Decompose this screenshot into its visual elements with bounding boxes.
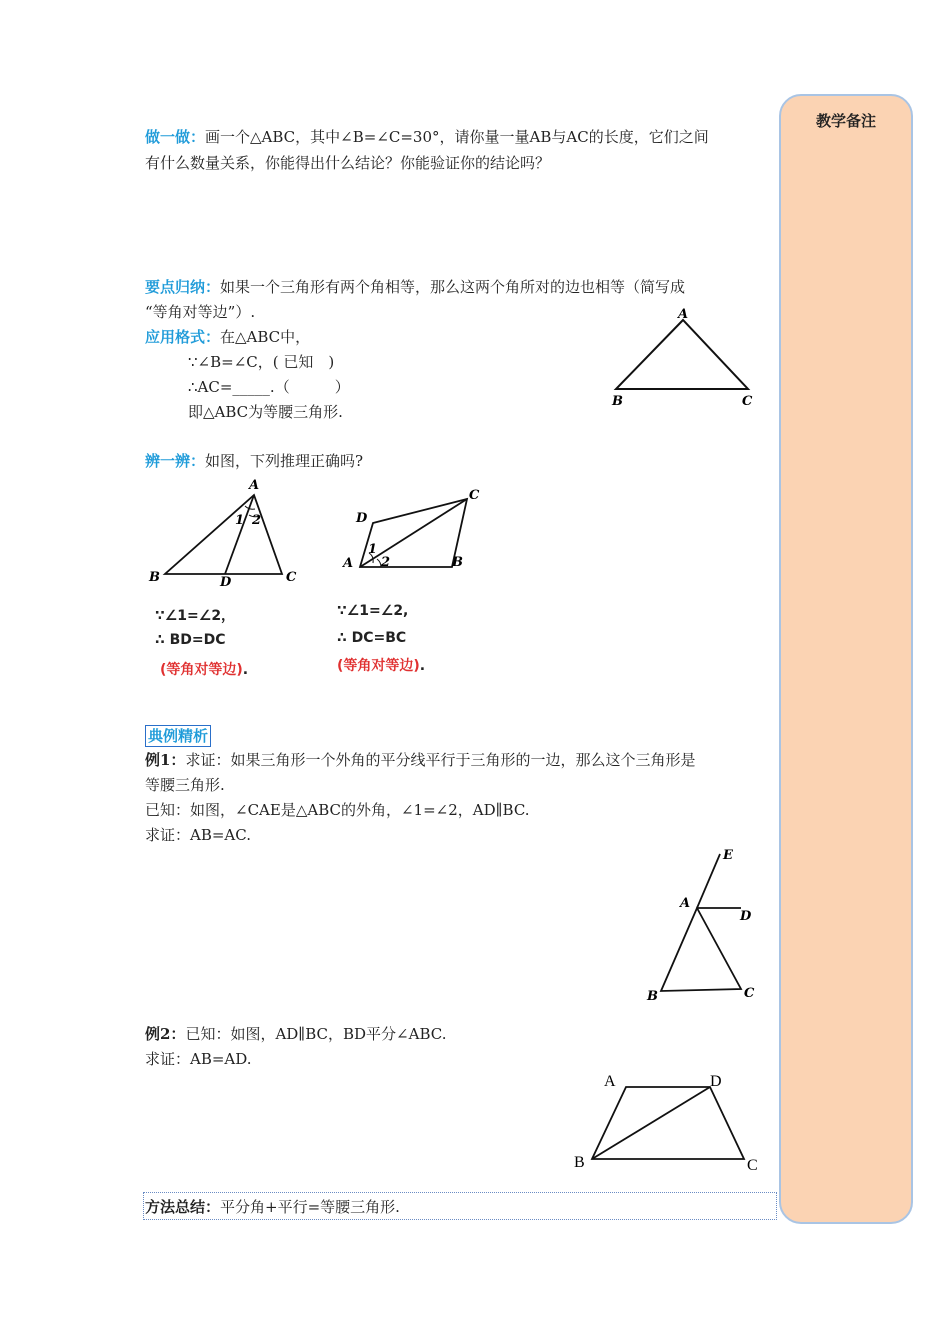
- ex2fig-label-c: C: [747, 1157, 758, 1174]
- do-it-line1: [145, 126, 709, 148]
- quad-label-1: 1: [368, 542, 378, 557]
- summary-label: 方法总结：: [145, 1198, 221, 1216]
- ex2fig-label-a: A: [604, 1073, 616, 1090]
- key-points-text1: 如果一个三角形有两个角相等，那么这两个角所对的边也相等（简写成: [220, 278, 686, 296]
- right-reason-line3: (等角对等边).: [337, 658, 426, 674]
- example2-figure: [570, 1068, 770, 1178]
- format-line1: [145, 326, 310, 348]
- quad-label-b: B: [452, 555, 463, 570]
- quad-label-c: C: [469, 488, 480, 503]
- tri1-label-c: C: [742, 394, 753, 409]
- triangle-abc-figure: [600, 306, 770, 412]
- left-reason-line1: ∵∠1=∠2，: [155, 608, 236, 624]
- ex2fig-label-d: D: [710, 1073, 722, 1090]
- discern-text: 如图，下列推理正确吗?: [205, 452, 364, 470]
- format-line4: 即△ABC为等腰三角形.: [188, 403, 343, 421]
- format-line3: ∴AC=_____.（ ）: [188, 378, 350, 396]
- summary-text: 平分角+平行=等腰三角形.: [220, 1198, 400, 1216]
- ex2fig-label-b: B: [574, 1154, 585, 1171]
- ex1fig-label-d: D: [740, 909, 752, 924]
- ex1fig-label-b: B: [647, 989, 658, 1004]
- key-points-label: 要点归纳：: [145, 278, 221, 296]
- discern-triangle-figure: [145, 475, 305, 590]
- left-reason-rule: (等角对等边): [160, 662, 243, 678]
- tri2-label-a: A: [249, 478, 260, 493]
- quad-label-a: A: [343, 556, 354, 571]
- ex1-line2: 等腰三角形.: [145, 776, 225, 794]
- tri2-label-c: C: [286, 570, 297, 585]
- do-it-line2: 有什么数量关系，你能得出什么结论？你能验证你的结论吗？: [145, 154, 551, 172]
- right-reason-rule: (等角对等边): [337, 658, 420, 674]
- tri1-label-b: B: [612, 394, 623, 409]
- right-reason-line1: ∵∠1=∠2,: [337, 603, 409, 619]
- discern-label: 辨一辨：: [145, 452, 206, 470]
- do-it-text1: 画一个△ABC，其中∠B=∠C=30°，请你量一量AB与AC的长度，它们之间: [205, 128, 709, 146]
- ex1-line1: [145, 749, 695, 771]
- summary-line: [145, 1196, 400, 1218]
- ex2-label: 例2：: [145, 1025, 186, 1043]
- ex1-line4: 求证：AB=AC.: [145, 826, 251, 844]
- right-reason-line2: ∴ DC=BC: [337, 630, 407, 646]
- quad-label-d: D: [356, 511, 368, 526]
- teaching-notes-panel: [779, 94, 913, 1224]
- ex1-line3: 已知：如图，∠CAE是△ABC的外角，∠1=∠2，AD∥BC.: [145, 801, 530, 819]
- ex1fig-label-a: A: [680, 896, 691, 911]
- left-reason-line3: (等角对等边).: [160, 662, 249, 678]
- quad-label-2: 2: [381, 555, 391, 570]
- discern-quadrilateral-figure: [340, 483, 490, 578]
- format-text1: 在△ABC中，: [220, 328, 311, 346]
- key-points-line2: “等角对等边”）.: [145, 303, 256, 321]
- key-points-line1: [145, 276, 685, 298]
- tri2-label-d: D: [220, 575, 232, 590]
- format-label: 应用格式：: [145, 328, 221, 346]
- ex2-line2: 求证：AB=AD.: [145, 1050, 252, 1068]
- examples-section-tag: 典例精析: [145, 725, 211, 747]
- ex1-label: 例1：: [145, 751, 186, 769]
- ex1fig-label-e: E: [723, 848, 733, 863]
- tri2-label-2: 2: [252, 513, 262, 528]
- tri1-label-a: A: [678, 307, 689, 322]
- tri2-label-b: B: [149, 570, 160, 585]
- notes-title: 教学备注: [815, 112, 876, 130]
- ex2-text1: 已知：如图，AD∥BC，BD平分∠ABC.: [185, 1025, 447, 1043]
- discern-line: [145, 450, 363, 472]
- do-it-label: 做一做：: [145, 128, 206, 146]
- ex2-line1: [145, 1023, 446, 1045]
- format-line2: ∵∠B=∠C，( 已知 ): [188, 353, 335, 371]
- example1-figure: [640, 843, 760, 1008]
- ex1fig-label-c: C: [744, 986, 755, 1001]
- ex1-text1: 求证：如果三角形一个外角的平分线平行于三角形的一边，那么这个三角形是: [185, 751, 696, 769]
- left-reason-line2: ∴ BD=DC: [155, 632, 226, 648]
- tri2-label-1: 1: [235, 513, 245, 528]
